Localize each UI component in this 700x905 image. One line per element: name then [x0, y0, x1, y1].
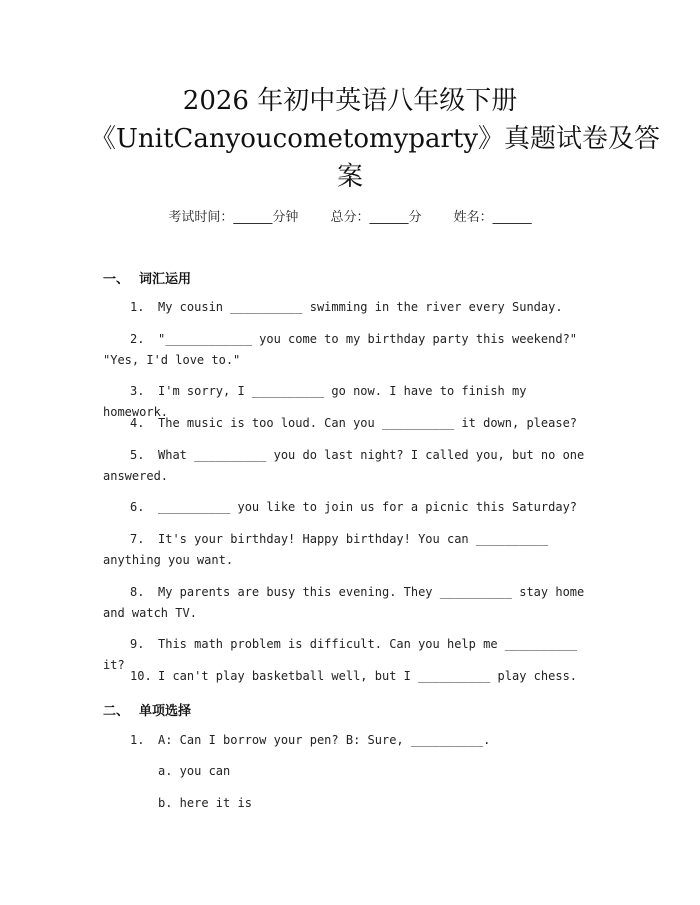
question-text: What __________ you do last night? I called you, but no one answered.	[103, 448, 592, 483]
question-text: The music is too loud. Can you __________ it down, please?	[158, 416, 578, 430]
question-text: I'm sorry, I __________ go now. I have to finish my homework.	[103, 384, 534, 419]
exam-time-field: 考试时间：______分钟	[168, 210, 299, 225]
question-text: A: Can I borrow your pen? B: Sure, __________.	[158, 733, 491, 747]
exam-meta	[0, 206, 700, 225]
title-line-3: 案	[336, 162, 363, 192]
student-name-field: 姓名：______	[453, 210, 532, 225]
section-heading-multiple-choice	[103, 700, 191, 719]
question-number: 9.	[130, 637, 145, 651]
question-text: This math problem is difficult. Can you help me __________ it?	[103, 637, 585, 672]
vocab-question-7	[103, 529, 597, 571]
choice-question-1	[103, 730, 597, 751]
vocab-question-1	[103, 297, 597, 318]
question-number: 1.	[130, 733, 145, 747]
question-text: __________ you like to join us for a picnic this Saturday?	[158, 500, 578, 514]
section-number: 一、	[103, 272, 130, 287]
section-title: 词汇运用	[139, 272, 192, 287]
vocab-question-2	[103, 329, 597, 371]
choice-option-a: a. you can	[158, 764, 231, 778]
question-number: 1.	[130, 300, 145, 314]
question-number: 4.	[130, 416, 145, 430]
page-title	[90, 82, 661, 196]
question-number: 6.	[130, 500, 145, 514]
question-text: It's your birthday! Happy birthday! You can __________ anything you want.	[103, 532, 556, 567]
question-number: 5.	[130, 448, 145, 462]
question-number: 10.	[130, 669, 152, 683]
vocab-question-4	[103, 413, 597, 434]
title-line-1: 2026 年初中英语八年级下册	[182, 86, 518, 116]
section-heading-vocabulary	[103, 268, 191, 287]
question-text: I can't play basketball well, but I __________ play chess.	[158, 669, 578, 683]
vocab-question-10	[103, 666, 597, 687]
vocab-question-8	[103, 582, 597, 624]
question-number: 7.	[130, 532, 145, 546]
question-text: "____________ you come to my birthday party this weekend?" "Yes, I'd love to."	[103, 332, 585, 367]
vocab-question-6	[103, 497, 597, 518]
section-title: 单项选择	[139, 704, 192, 719]
choice-option-b: b. here it is	[158, 796, 252, 810]
total-score-field: 总分：______分	[330, 210, 422, 225]
question-number: 8.	[130, 585, 145, 599]
section-number: 二、	[103, 704, 130, 719]
question-number: 2.	[130, 332, 145, 346]
question-text: My cousin __________ swimming in the river every Sunday.	[158, 300, 563, 314]
title-line-2: 《UnitCanyoucometomyparty》真题试卷及答	[90, 124, 661, 154]
question-text: My parents are busy this evening. They __________ stay home and watch TV.	[103, 585, 592, 620]
vocab-question-5	[103, 445, 597, 487]
question-number: 3.	[130, 384, 145, 398]
